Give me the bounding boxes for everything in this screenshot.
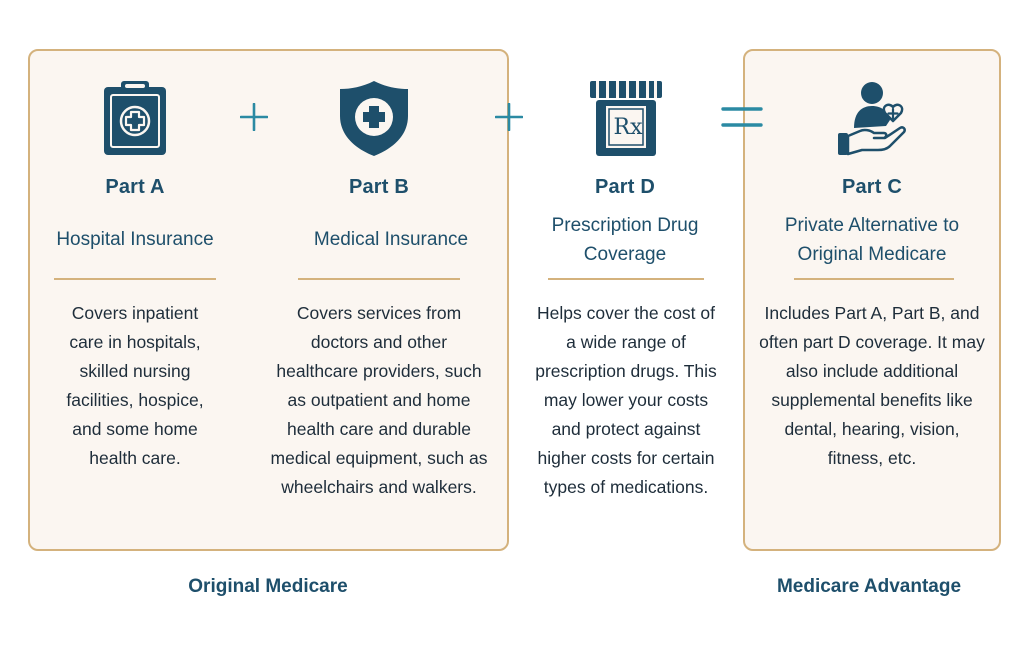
equals-icon	[721, 105, 763, 129]
part-d-divider	[548, 278, 704, 280]
shield-medical-cross-icon	[334, 78, 414, 158]
part-d-title: Part D	[594, 176, 656, 198]
part-c-divider	[794, 278, 954, 280]
part-b-subtitle: Medical Insurance	[313, 229, 469, 250]
part-b-description: Covers services from doctors and other healthcare providers, such as outpatient and home health care and durable medical equipment, such as wheelchairs and walkers.	[270, 303, 488, 497]
part-d-description: Helps cover the cost of a wide range of prescription drugs. This may lower your costs and protect against higher costs for certain types of medications.	[535, 303, 717, 497]
part-b-divider	[298, 278, 460, 280]
part-c-title: Part C	[841, 176, 903, 198]
part-d-subtitle: Prescription Drug Coverage	[551, 215, 699, 265]
part-b-title: Part B	[348, 176, 410, 198]
part-a-title: Part A	[105, 176, 165, 198]
prescription-bottle-rx-icon	[586, 78, 666, 158]
original-medicare-label: Original Medicare	[188, 576, 348, 597]
clipboard-medical-cross-icon	[95, 78, 175, 158]
plus-icon	[495, 103, 523, 131]
plus-icon	[240, 103, 268, 131]
part-a-divider	[54, 278, 216, 280]
hand-holding-person-heart-icon	[834, 78, 914, 158]
medicare-advantage-label: Medicare Advantage	[776, 576, 962, 597]
svg-text:Rx: Rx	[613, 115, 643, 140]
part-a-description: Covers inpatient care in hospitals, skilled nursing facilities, hospice, and some home health care.	[66, 303, 204, 468]
part-a-subtitle: Hospital Insurance	[56, 229, 214, 250]
part-c-description: Includes Part A, Part B, and often part D coverage. It may also include additional supplemental benefits like dental, hearing, vision, fitness, etc.	[759, 303, 985, 468]
part-c-subtitle: Private Alternative to Original Medicare	[784, 215, 960, 265]
